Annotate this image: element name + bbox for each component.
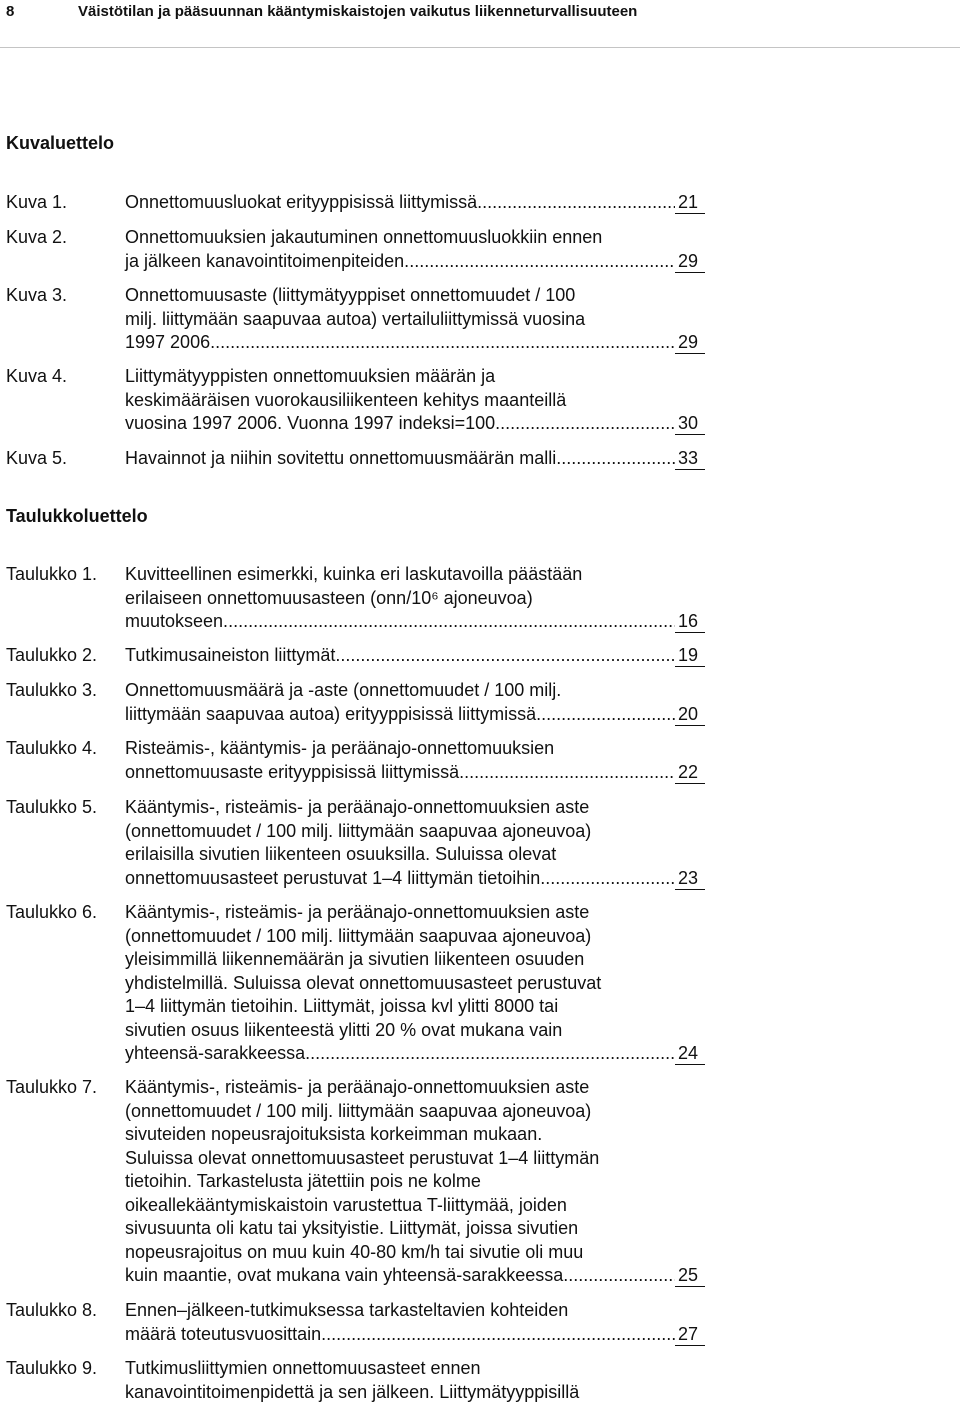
entry-text-line: oikeallekääntymiskaistoin varustettua T-liittymää, joiden bbox=[125, 1194, 567, 1215]
page-number-link[interactable]: 33 bbox=[675, 448, 705, 470]
entry-last-line bbox=[125, 644, 705, 668]
entry-text-line: milj. liittymään saapuvaa autoa) vertailuliittymissä vuosina bbox=[125, 308, 586, 329]
dot-leader bbox=[340, 644, 675, 668]
entry-text-line: muutokseen. bbox=[125, 611, 229, 631]
entry-text-line: Onnettomuuksien jakautuminen onnettomuusluokkiin ennen bbox=[125, 227, 603, 247]
entry-text-line: ja jälkeen kanavointitoimenpiteiden. bbox=[125, 250, 410, 271]
entry-text-line: Tutkimusaineiston liittymät. bbox=[125, 645, 341, 665]
entry-text-line: liittymään saapuvaa autoa) erityyppisissä liittymissä bbox=[125, 703, 537, 724]
entry-text-line: erilaisilla sivutien liikenteen osuuksilla. Suluissa olevat bbox=[125, 844, 557, 864]
entry-text-line: Tutkimusliittymien onnettomuusasteet ennen bbox=[125, 1358, 481, 1378]
entry-text-line: Kääntymis-, risteämis- ja peräänajo-onnettomuuksien aste bbox=[125, 902, 590, 922]
page-number-link[interactable]: 25 bbox=[675, 1265, 705, 1287]
entry-label: Taulukko 6. bbox=[6, 902, 98, 922]
entry-text-line: erilaiseen onnettomuusasteen (onn/10⁶ ajoneuvoa) bbox=[125, 587, 533, 608]
entry-last-line bbox=[125, 761, 705, 785]
dot-leader bbox=[310, 1042, 675, 1066]
entry-text-line: Kuvitteellinen esimerkki, kuinka eri laskutavoilla päästään bbox=[125, 564, 583, 584]
entry-text-line: Onnettomuusluokat erityyppisissä liittymissä bbox=[125, 192, 478, 212]
entry-description bbox=[125, 644, 705, 668]
entry-text-line: Suluissa olevat onnettomuusasteet perustuvat 1–4 liittymän bbox=[125, 1147, 600, 1168]
entry-description bbox=[125, 191, 705, 215]
entry-last-line bbox=[125, 412, 705, 436]
dot-leader bbox=[561, 447, 675, 471]
entry-text-line: yhdistelmillä. Suluissa olevat onnettomuusasteet perustuvat bbox=[125, 972, 602, 993]
entry-text-line: määrä toteutusvuosittain bbox=[125, 1323, 322, 1344]
entry-text-line: Ennen–jälkeen-tutkimuksessa tarkasteltavien kohteiden bbox=[125, 1300, 569, 1320]
entry-label: Taulukko 1. bbox=[6, 564, 98, 584]
entry-last-line bbox=[125, 867, 705, 891]
entry-text-line: keskimääräisen vuorokausiliikenteen kehitys maanteillä bbox=[125, 389, 567, 410]
entry-text-line: yhteensä-sarakkeessa. bbox=[125, 1043, 311, 1063]
dot-leader bbox=[540, 867, 675, 891]
entry-description bbox=[125, 284, 705, 355]
header-rule bbox=[0, 47, 960, 48]
entry-label: Kuva 2. bbox=[6, 227, 68, 247]
entry-last-line bbox=[125, 1042, 705, 1066]
entry-label: Kuva 5. bbox=[6, 448, 68, 468]
entry-description bbox=[125, 796, 705, 890]
entry-text-line: Liittymätyyppisten onnettomuuksien määrän ja bbox=[125, 366, 496, 386]
entry-label: Kuva 3. bbox=[6, 285, 68, 305]
entry-label: Taulukko 5. bbox=[6, 797, 98, 817]
running-header-title: Väistötilan ja pääsuunnan kääntymiskaistojen vaikutus liikenneturvallisuuteen bbox=[78, 3, 638, 20]
page-number-link[interactable]: 21 bbox=[675, 192, 705, 214]
page-number-link[interactable]: 30 bbox=[675, 413, 705, 435]
entry-text-line: Risteämis-, kääntymis- ja peräänajo-onnettomuuksien bbox=[125, 738, 555, 758]
list-of-tables-heading: Taulukkoluettelo bbox=[6, 506, 148, 526]
entry-label: Taulukko 7. bbox=[6, 1077, 98, 1097]
entry-description bbox=[125, 1299, 705, 1346]
entry-last-line bbox=[125, 331, 705, 355]
page-number-link[interactable]: 16 bbox=[675, 611, 705, 633]
dot-leader bbox=[215, 331, 675, 355]
entry-text-line: (onnettomuudet / 100 milj. liittymään saapuvaa ajoneuvoa) bbox=[125, 925, 592, 946]
entry-label: Taulukko 9. bbox=[6, 1358, 98, 1378]
entry-text-line: (onnettomuudet / 100 milj. liittymään saapuvaa ajoneuvoa) bbox=[125, 820, 592, 841]
entry-text-line: sivusuunta oli katu tai yksityistie. Liittymät, joissa sivutien bbox=[125, 1218, 579, 1238]
entry-last-line bbox=[125, 191, 705, 215]
entry-text-line: (onnettomuudet / 100 milj. liittymään saapuvaa ajoneuvoa) bbox=[125, 1100, 592, 1121]
entry-text-line: Kääntymis-, risteämis- ja peräänajo-onnettomuuksien aste bbox=[125, 1077, 590, 1097]
page-number-link[interactable]: 22 bbox=[675, 762, 705, 784]
entry-text-line: tietoihin. Tarkastelusta jätettiin pois ne kolme bbox=[125, 1171, 481, 1191]
entry-label: Kuva 1. bbox=[6, 192, 68, 212]
entry-text-line: 1997 2006. bbox=[125, 332, 216, 352]
entry-description bbox=[125, 1357, 705, 1404]
running-header-page-number: 8 bbox=[6, 3, 15, 20]
entry-text-line: kuin maantie, ovat mukana vain yhteensä-sarakkeessa. bbox=[125, 1265, 569, 1285]
entry-description bbox=[125, 679, 705, 726]
entry-text-line: kanavointitoimenpidettä ja sen jälkeen. Liittymätyyppisillä bbox=[125, 1381, 580, 1402]
dot-leader bbox=[228, 610, 675, 634]
entry-label: Taulukko 4. bbox=[6, 738, 98, 758]
entry-description bbox=[125, 365, 705, 436]
dot-leader bbox=[536, 703, 675, 727]
entry-description bbox=[125, 737, 705, 784]
dot-leader bbox=[477, 191, 675, 215]
entry-text-line: Onnettomuusaste (liittymätyyppiset onnettomuudet / 100 bbox=[125, 285, 576, 305]
entry-label: Kuva 4. bbox=[6, 366, 68, 386]
entry-last-line bbox=[125, 610, 705, 634]
page-number-link[interactable]: 29 bbox=[675, 332, 705, 354]
entry-text-line: Kääntymis-, risteämis- ja peräänajo-onnettomuuksien aste bbox=[125, 797, 590, 817]
entry-text-line: sivuteiden nopeusrajoituksista korkeimman mukaan. bbox=[125, 1124, 543, 1144]
entry-last-line bbox=[125, 250, 705, 274]
entry-last-line bbox=[125, 447, 705, 471]
page-number-link[interactable]: 29 bbox=[675, 251, 705, 273]
entry-text-line: 1–4 liittymän tietoihin. Liittymät, joissa kvl ylitti 8000 tai bbox=[125, 996, 559, 1016]
entry-text-line: sivutien osuus liikenteestä ylitti 20 % ovat mukana vain bbox=[125, 1019, 563, 1040]
list-of-figures-heading: Kuvaluettelo bbox=[6, 133, 115, 153]
dot-leader bbox=[459, 761, 675, 785]
page-number-link[interactable]: 23 bbox=[675, 868, 705, 890]
entry-description bbox=[125, 901, 705, 1066]
page-number-link[interactable]: 20 bbox=[675, 704, 705, 726]
entry-text-line: onnettomuusaste erityyppisissä liittymissä bbox=[125, 761, 460, 782]
page-number-link[interactable]: 19 bbox=[675, 645, 705, 667]
dot-leader bbox=[500, 412, 675, 436]
entry-text-line: Onnettomuusmäärä ja -aste (onnettomuudet / 100 milj. bbox=[125, 680, 562, 700]
entry-last-line bbox=[125, 1323, 705, 1347]
entry-text-line: Havainnot ja niihin sovitettu onnettomuusmäärän malli. bbox=[125, 448, 562, 468]
entry-label: Taulukko 8. bbox=[6, 1300, 98, 1320]
page-number-link[interactable]: 27 bbox=[675, 1324, 705, 1346]
entry-description bbox=[125, 447, 705, 471]
entry-text-line: nopeusrajoitus on muu kuin 40-80 km/h tai sivutie oli muu bbox=[125, 1241, 584, 1262]
entry-text-line: vuosina 1997 2006. Vuonna 1997 indeksi=100. bbox=[125, 413, 501, 433]
dot-leader bbox=[568, 1264, 675, 1288]
entry-label: Taulukko 2. bbox=[6, 645, 98, 665]
page-number-link[interactable]: 24 bbox=[675, 1043, 705, 1065]
entry-description bbox=[125, 563, 705, 634]
entry-last-line bbox=[125, 1264, 705, 1288]
entry-text-line: onnettomuusasteet perustuvat 1–4 liittymän tietoihin bbox=[125, 867, 541, 888]
entry-text-line: yleisimmillä liikennemäärän ja sivutien liikenteen osuuden bbox=[125, 949, 585, 969]
entry-description bbox=[125, 1076, 705, 1288]
entry-last-line bbox=[125, 703, 705, 727]
entry-description bbox=[125, 226, 705, 273]
dot-leader bbox=[321, 1323, 675, 1347]
dot-leader bbox=[409, 250, 675, 274]
entry-label: Taulukko 3. bbox=[6, 680, 98, 700]
